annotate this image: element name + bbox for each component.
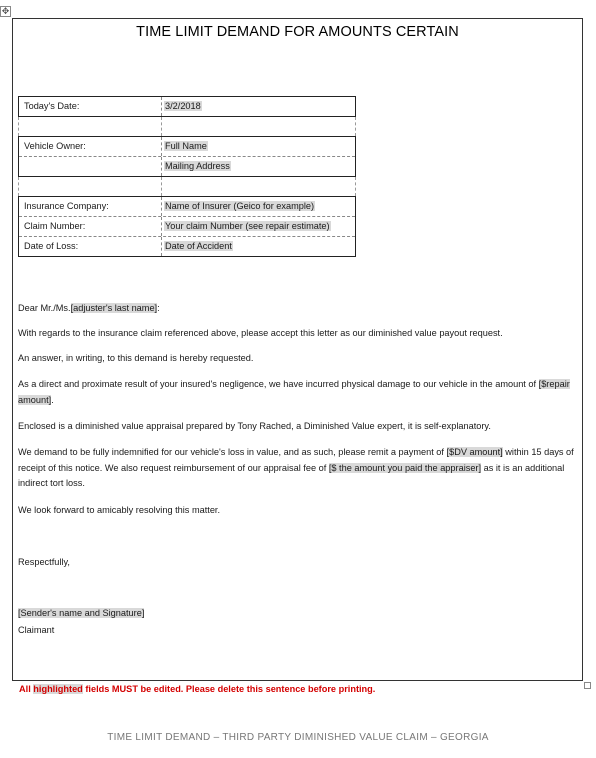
insurance-company-field[interactable]: Name of Insurer (Geico for example) (165, 201, 315, 211)
insurance-table (18, 196, 356, 257)
claim-number-row (19, 216, 355, 236)
date-of-loss-field[interactable]: Date of Accident (165, 241, 232, 251)
warning-prefix: All (19, 684, 34, 694)
document-title: TIME LIMIT DEMAND FOR AMOUNTS CERTAIN (136, 24, 459, 40)
insurance-company-row (19, 197, 355, 216)
date-table (18, 96, 356, 117)
salutation-text: Dear Mr./Ms. (18, 303, 71, 313)
date-label: Today's Date: (24, 101, 80, 111)
warning-highlight: highlighted (33, 684, 83, 694)
owner-label: Vehicle Owner: (24, 141, 86, 151)
table-move-handle-icon[interactable]: ✥ (1, 6, 10, 16)
owner-table (18, 136, 356, 177)
date-field[interactable]: 3/2/2018 (165, 101, 201, 111)
signature-role: Claimant (18, 625, 55, 635)
date-of-loss-row (19, 236, 355, 256)
adjuster-name-field[interactable]: [adjuster's last name] (70, 303, 158, 313)
paragraph-intro: With regards to the insurance claim referenced above, please accept this letter as our diminished value payout request. (18, 328, 503, 338)
spacer-row (18, 177, 356, 196)
damage-period: . (51, 394, 54, 405)
owner-address-field[interactable]: Mailing Address (165, 161, 230, 171)
date-of-loss-label: Date of Loss: (24, 241, 79, 251)
dv-amount-field[interactable]: [$DV amount] (446, 447, 503, 457)
closing: Respectfully, (18, 557, 70, 567)
table-resize-handle[interactable] (584, 682, 591, 689)
paragraph-appraisal: Enclosed is a diminished value appraisal prepared by Tony Rached, a Diminished Value expert, it is self-explanatory. (18, 421, 491, 431)
insurance-company-label: Insurance Company: (24, 201, 109, 211)
salutation-colon: : (157, 303, 160, 313)
appraiser-fee-field[interactable]: [$ the amount you paid the appraiser] (328, 462, 482, 473)
claim-number-field[interactable]: Your claim Number (see repair estimate) (165, 221, 330, 231)
spacer-row (18, 117, 356, 136)
owner-address-row (19, 156, 355, 176)
owner-name-field[interactable]: Full Name (165, 141, 207, 151)
claim-number-label: Claim Number: (24, 221, 86, 231)
repair-amount-field[interactable]: [$repair amount] (18, 379, 570, 405)
demand-text-a: We demand to be fully indemnified for our vehicle's loss in value, and as such, please remit a payment of (18, 447, 444, 457)
page-footer: TIME LIMIT DEMAND – THIRD PARTY DIMINISHED VALUE CLAIM – GEORGIA (107, 732, 489, 743)
damage-text: As a direct and proximate result of your insured's negligence, we have incurred physical damage to our vehicle in the amount of (18, 379, 537, 389)
date-row (19, 97, 355, 116)
paragraph-demand (18, 445, 578, 492)
salutation (18, 301, 578, 317)
owner-name-row (19, 137, 355, 156)
demand-text-b: within 15 days of receipt of this notice. We also request reimbursement of our appraisal fee of (18, 447, 574, 473)
paragraph-answer-request: An answer, in writing, to this demand is hereby requested. (18, 353, 254, 363)
sender-signature-field[interactable]: [Sender's name and Signature] (18, 608, 145, 618)
edit-warning (19, 684, 375, 694)
signature-line (18, 606, 578, 622)
paragraph-closing-remark: We look forward to amicably resolving this matter. (18, 505, 221, 515)
paragraph-damage (18, 377, 578, 408)
warning-suffix: fields MUST be edited. Please delete this sentence before printing. (82, 684, 376, 694)
demand-text-c: as it is an additional indirect tort loss. (18, 462, 565, 488)
